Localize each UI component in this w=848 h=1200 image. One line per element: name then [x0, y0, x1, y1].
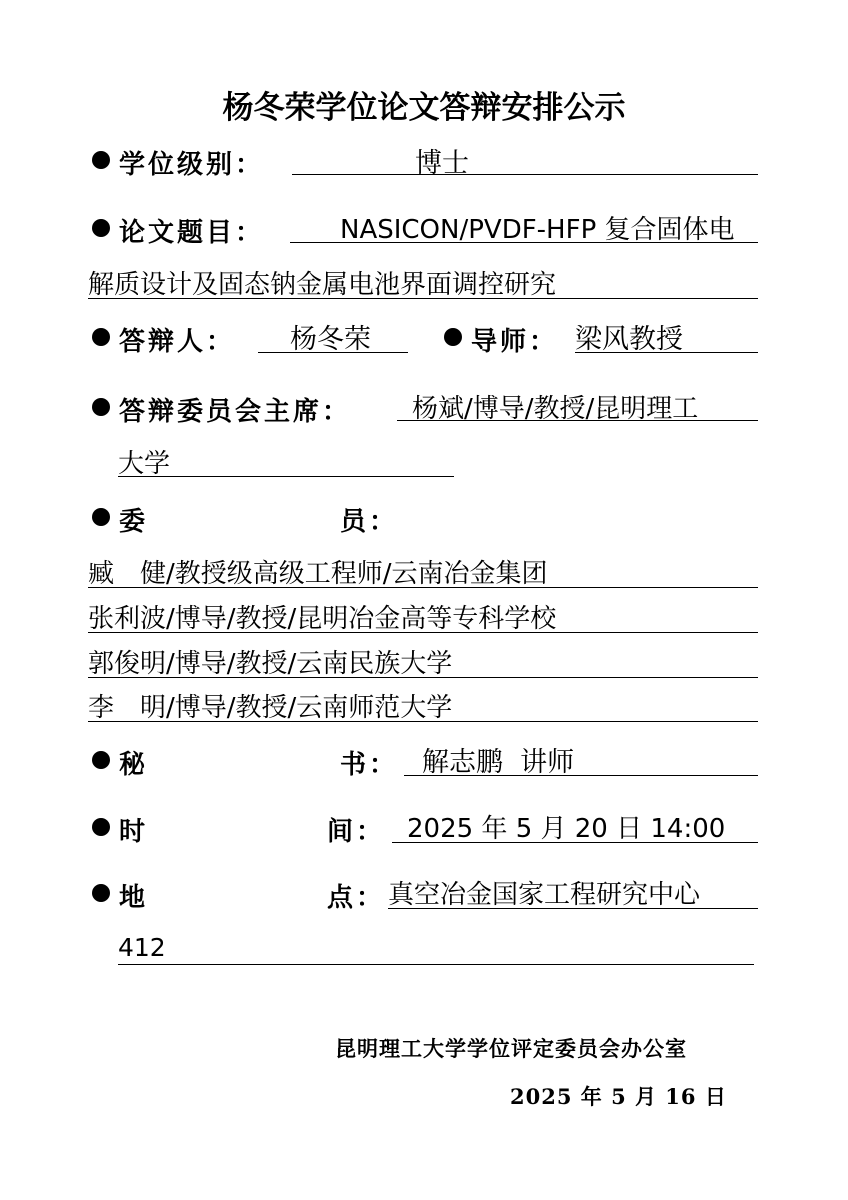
member-item: 臧 健/教授级高级工程师/云南冶金集团 — [88, 559, 548, 589]
bullet-icon — [92, 751, 110, 769]
advisor-underline — [575, 352, 758, 353]
issue-date: 2025 年 5 月 16 日 — [510, 1084, 727, 1109]
chair-line2: 大学 — [118, 449, 171, 479]
chair-underline-1 — [397, 420, 758, 421]
degree-value: 博士 — [415, 148, 469, 179]
thesis-title-line1: NASICON/PVDF-HFP 复合固体电 — [340, 215, 735, 245]
bullet-icon — [92, 884, 110, 902]
thesis-underline-2 — [88, 298, 758, 299]
member-underline — [88, 677, 758, 678]
secretary-label-left: 秘 — [119, 750, 149, 780]
secretary-label-right: 书： — [340, 750, 399, 780]
member-underline — [88, 721, 758, 722]
bullet-icon — [444, 328, 462, 346]
members-label-right: 员： — [340, 507, 399, 537]
thesis-title-line2: 解质设计及固态钠金属电池界面调控研究 — [88, 270, 557, 300]
bullet-icon — [92, 508, 110, 526]
member-item: 李 明/博导/教授/云南师范大学 — [88, 693, 453, 723]
advisor-name: 梁风教授 — [575, 324, 683, 355]
place-line2: 412 — [118, 933, 166, 962]
thesis-label: 论文题目： — [119, 218, 265, 248]
secretary-value: 解志鹏 讲师 — [422, 747, 575, 778]
member-underline — [88, 632, 758, 633]
bullet-icon — [92, 219, 110, 237]
place-underline-1 — [388, 908, 758, 909]
secretary-underline — [404, 775, 758, 776]
time-label-left: 时 — [119, 817, 149, 847]
place-label-left: 地 — [119, 883, 149, 913]
candidate-label: 答辩人： — [119, 327, 236, 357]
member-underline — [88, 587, 758, 588]
degree-label: 学位级别： — [119, 150, 265, 180]
bullet-icon — [92, 398, 110, 416]
thesis-underline-1 — [290, 242, 758, 243]
candidate-underline — [258, 352, 408, 353]
degree-underline — [292, 174, 758, 175]
chair-line1: 杨斌/博导/教授/昆明理工 — [412, 394, 699, 424]
place-line1: 真空冶金国家工程研究中心 — [388, 880, 701, 910]
time-underline — [392, 842, 758, 843]
bullet-icon — [92, 328, 110, 346]
members-label-left: 委 — [119, 507, 149, 537]
page-title: 杨冬荣学位论文答辩安排公示 — [222, 90, 626, 126]
issuing-office: 昆明理工大学学位评定委员会办公室 — [335, 1036, 687, 1061]
chair-underline-2 — [118, 476, 454, 477]
time-value: 2025 年 5 月 20 日 14:00 — [407, 814, 726, 844]
chair-label: 答辩委员会主席： — [119, 397, 352, 427]
place-underline-2 — [118, 964, 754, 965]
advisor-label: 导师： — [471, 327, 559, 357]
place-label-right: 点： — [327, 883, 386, 913]
time-label-right: 间： — [327, 817, 386, 847]
bullet-icon — [92, 818, 110, 836]
candidate-name: 杨冬荣 — [290, 324, 371, 355]
bullet-icon — [92, 151, 110, 169]
member-item: 郭俊明/博导/教授/云南民族大学 — [88, 649, 453, 679]
member-item: 张利波/博导/教授/昆明冶金高等专科学校 — [88, 604, 557, 634]
